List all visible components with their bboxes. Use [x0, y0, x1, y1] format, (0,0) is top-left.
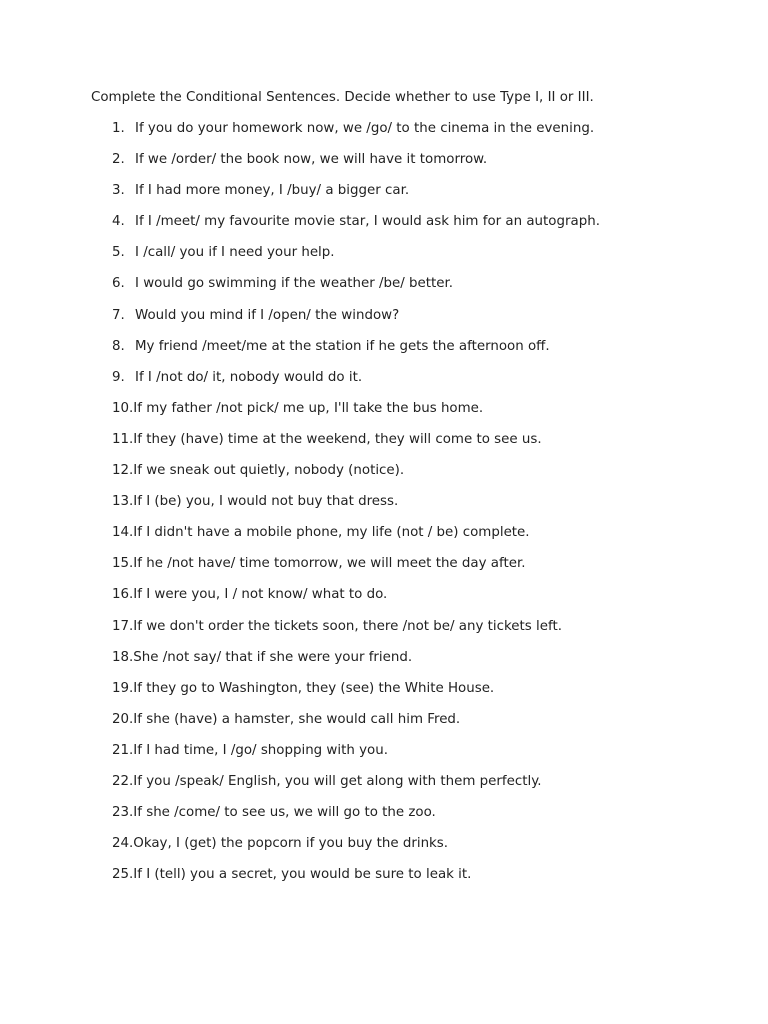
question-number: 11. [112, 431, 134, 447]
question-text: Okay, I (get) the popcorn if you buy the drinks. [133, 836, 449, 852]
question-text: I would go swimming if the weather /be/ better. [135, 276, 454, 292]
question-number: 19. [112, 680, 134, 696]
question-number: 7. [112, 307, 125, 323]
question-number: 5. [112, 245, 125, 261]
question-text: If I (tell) you a secret, you would be sure to leak it. [133, 867, 472, 883]
question-number: 1. [112, 121, 125, 136]
question-text: She /not say/ that if she were your friend. [133, 649, 413, 665]
question-text: Would you mind if I /open/ the window? [135, 307, 400, 323]
question-number: 12. [112, 463, 134, 479]
question-text: If we don't order the tickets soon, there /not be/ any tickets left. [133, 618, 562, 634]
question-text: If she /come/ to see us, we will go to the zoo. [133, 805, 436, 821]
question-number: 10. [112, 400, 134, 416]
question-text: My friend /meet/me at the station if he gets the afternoon off. [135, 338, 550, 354]
question-text: If she (have) a hamster, she would call him Fred. [133, 711, 461, 727]
question-number: 22. [112, 773, 134, 789]
question-text: If you do your homework now, we /go/ to the cinema in the evening. [135, 121, 595, 136]
question-number: 23. [112, 805, 134, 821]
question-number: 9. [112, 369, 125, 385]
question-text: If they go to Washington, they (see) the White House. [133, 680, 495, 696]
question-text: I /call/ you if I need your help. [135, 245, 335, 261]
question-number: 6. [112, 276, 125, 292]
question-text: If they (have) time at the weekend, they will come to see us. [133, 431, 542, 447]
question-text: If I (be) you, I would not buy that dress. [133, 494, 399, 510]
question-text: If I were you, I / not know/ what to do. [133, 587, 388, 603]
question-text: If my father /not pick/ me up, I'll take the bus home. [133, 400, 484, 416]
question-text: If you /speak/ English, you will get along with them perfectly. [133, 773, 542, 789]
question-number: 24. [112, 836, 134, 852]
question-number: 3. [112, 183, 125, 199]
question-number: 14. [112, 525, 134, 541]
question-number: 15. [112, 556, 134, 572]
question-number: 21. [112, 742, 134, 758]
instructions-heading: Complete the Conditional Sentences. Decide whether to use Type I, II or III. [91, 90, 594, 105]
question-number: 16. [112, 587, 134, 603]
question-number: 8. [112, 338, 125, 354]
question-text: If I /meet/ my favourite movie star, I would ask him for an autograph. [135, 214, 600, 230]
question-number: 17. [112, 618, 134, 634]
question-text: If he /not have/ time tomorrow, we will meet the day after. [133, 556, 526, 572]
question-text: If we /order/ the book now, we will have it tomorrow. [135, 152, 488, 168]
question-number: 4. [112, 214, 125, 230]
question-number: 25. [112, 867, 134, 883]
question-text: If I didn't have a mobile phone, my life (not / be) complete. [133, 525, 530, 541]
question-number: 18. [112, 649, 134, 665]
question-text: If I had more money, I /buy/ a bigger car. [135, 183, 410, 199]
question-text: If we sneak out quietly, nobody (notice). [133, 463, 405, 479]
question-text: If I /not do/ it, nobody would do it. [135, 369, 363, 385]
question-number: 20. [112, 711, 134, 727]
question-text: If I had time, I /go/ shopping with you. [133, 742, 388, 758]
question-number: 13. [112, 494, 134, 510]
question-number: 2. [112, 152, 125, 168]
